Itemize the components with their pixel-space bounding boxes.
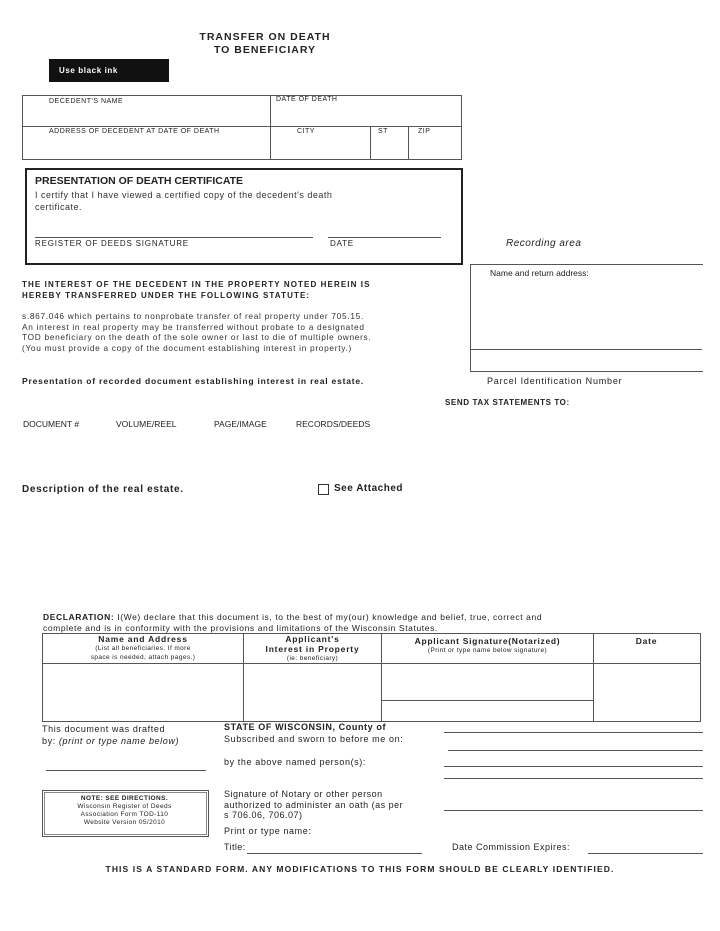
- return-address-field[interactable]: [476, 282, 700, 348]
- named-persons-field[interactable]: [444, 753, 702, 767]
- signature-print-divider: [381, 700, 593, 701]
- rod-signature-field[interactable]: [35, 221, 317, 238]
- named-persons-label: by the above named person(s):: [224, 757, 366, 767]
- real-estate-description-label: Description of the real estate.: [22, 484, 184, 495]
- zip-field[interactable]: [411, 139, 461, 158]
- note-box-line4: Website Version 05/2010: [83, 819, 166, 826]
- notary-signature-label: [224, 789, 403, 821]
- rod-signature-label: REGISTER OF DEEDS SIGNATURE: [35, 239, 189, 248]
- records-deeds-label: RECORDS/DEEDS: [296, 419, 371, 429]
- drafted-by-instruction: (print or type name below): [58, 736, 180, 746]
- declaration-text-line2: complete and is in conformity with the provisions and limitations of the Wisconsin Statutes.: [43, 622, 438, 633]
- notary-print-name-field[interactable]: [330, 824, 702, 839]
- return-address-divider: [470, 349, 702, 350]
- sworn-date-field[interactable]: [448, 736, 702, 751]
- beneficiary-name-address-field[interactable]: [46, 666, 244, 720]
- col-signature-header: [382, 636, 593, 656]
- decedent-name-field[interactable]: [26, 108, 270, 126]
- declaration-text: [43, 612, 683, 633]
- city-label: CITY: [297, 128, 315, 135]
- recording-area-label: Recording area: [506, 238, 582, 249]
- form-title: [180, 31, 350, 57]
- statute-text: [22, 311, 371, 353]
- parcel-number-label: Parcel Identification Number: [487, 376, 623, 386]
- decedent-address-field[interactable]: [26, 139, 270, 158]
- note-box-line2: Wisconsin Register of Deeds: [77, 803, 172, 810]
- date-of-death-field[interactable]: [274, 106, 460, 126]
- drafted-by-line1: This document was drafted: [42, 724, 166, 734]
- notary-signature-line3: s 706.06, 706.07): [224, 810, 303, 820]
- col-interest-sub1: (ie: beneficiary): [286, 655, 339, 662]
- commission-expires-label: Date Commission Expires:: [452, 842, 571, 852]
- declaration-text-line1: I(We) declare that this document is, to the best of my(our) knowledge and belief, true, correct and: [114, 612, 543, 622]
- col-name-address-sub2: space is needed, attach pages.): [90, 654, 196, 661]
- declaration-table-col-divider: [593, 633, 594, 721]
- return-address-label: Name and return address:: [490, 268, 589, 278]
- notary-print-name-label: Print or type name:: [224, 826, 312, 836]
- statute-heading: [22, 279, 371, 301]
- tax-statement-address-field[interactable]: [445, 412, 699, 476]
- statute-text-line: TOD beneficiary on the death of the sole owner or last to die of multiple owners.: [22, 332, 372, 342]
- named-persons-line2: [444, 778, 703, 779]
- document-number-label: DOCUMENT #: [23, 419, 80, 429]
- statute-text-line: (You must provide a copy of the document establishing interest in property.): [22, 342, 352, 353]
- form-title-line2: TO BENEFICIARY: [213, 44, 317, 56]
- county-field[interactable]: [444, 718, 702, 733]
- document-number-field[interactable]: [23, 432, 112, 450]
- city-field[interactable]: [274, 139, 370, 158]
- parcel-number-field[interactable]: [476, 352, 700, 370]
- note-box-line1: NOTE: SEE DIRECTIONS.: [80, 795, 169, 802]
- standard-form-notice: THIS IS A STANDARD FORM. ANY MODIFICATIONS TO THIS FORM SHOULD BE CLEARLY IDENTIFIED.: [105, 864, 615, 874]
- note-box-text: [44, 795, 205, 827]
- decedent-table-divider: [22, 126, 461, 127]
- notary-signature-line1: Signature of Notary or other person: [224, 789, 383, 799]
- note-box-line3: Association Form TOD-110: [80, 811, 169, 818]
- commission-expires-field[interactable]: [589, 840, 702, 854]
- see-attached-checkbox[interactable]: [318, 484, 329, 495]
- death-certificate-text: [35, 189, 332, 213]
- records-deeds-field[interactable]: [296, 432, 390, 450]
- decedent-table-vdivider: [270, 95, 271, 159]
- decedent-address-label: ADDRESS OF DECEDENT AT DATE OF DEATH: [49, 128, 220, 135]
- statute-text-line: s.867.046 which pertains to nonprobate transfer of real property under 705.15.: [22, 311, 364, 321]
- col-interest-title: Applicant's: [285, 634, 340, 644]
- death-certificate-text-line2: certificate.: [35, 202, 83, 212]
- col-name-address-header: [43, 635, 243, 662]
- page-image-label: PAGE/IMAGE: [214, 419, 267, 429]
- rod-date-field[interactable]: [328, 221, 445, 238]
- col-signature-sub1: (Print or type name below signature): [427, 647, 548, 654]
- volume-reel-label: VOLUME/REEL: [116, 419, 177, 429]
- form-title-line1: TRANSFER ON DEATH: [199, 31, 331, 43]
- zip-label: ZIP: [418, 128, 431, 135]
- send-tax-label: SEND TAX STATEMENTS TO:: [445, 398, 570, 407]
- death-certificate-text-line1: I certify that I have viewed a certified copy of the decedent's death: [35, 190, 333, 200]
- notary-title-field[interactable]: [248, 840, 424, 854]
- notary-title-label: Title:: [224, 842, 246, 852]
- statute-text-line: An interest in real property may be transferred without probate to a designated: [22, 321, 365, 332]
- rod-date-label: DATE: [330, 239, 354, 248]
- date-of-death-label: DATE OF DEATH: [276, 96, 338, 103]
- col-signature-title: Applicant Signature(Notarized): [414, 636, 561, 646]
- state-county-label: STATE OF WISCONSIN, County of: [224, 722, 387, 732]
- decedent-table-vdivider-city: [370, 126, 371, 159]
- interest-in-property-field[interactable]: [247, 666, 381, 720]
- declaration-date-field[interactable]: [597, 666, 699, 718]
- decedent-name-label: DECEDENT'S NAME: [49, 98, 124, 105]
- ink-note-box: [49, 59, 169, 82]
- applicant-signature-field[interactable]: [385, 666, 593, 699]
- ink-note-text: Use black ink: [59, 66, 118, 75]
- statute-heading-line2: HEREBY TRANSFERRED UNDER THE FOLLOWING STATUTE:: [22, 291, 311, 300]
- drafted-by-text: [42, 723, 179, 747]
- state-field[interactable]: [373, 139, 409, 158]
- recorded-document-label: Presentation of recorded document establishing interest in real estate.: [22, 376, 365, 386]
- col-name-address-title: Name and Address: [98, 634, 188, 644]
- col-interest-title2: Interest in Property: [265, 643, 360, 654]
- statute-heading-line1: THE INTEREST OF THE DECEDENT IN THE PROPERTY NOTED HEREIN IS: [22, 280, 371, 289]
- col-date-title: Date: [635, 636, 658, 646]
- subscribed-sworn-label: Subscribed and sworn to before me on:: [224, 734, 404, 744]
- col-name-address-sub1: (List all beneficiaries. If more: [95, 645, 191, 652]
- real-estate-description-field[interactable]: [22, 500, 696, 604]
- drafted-by-field[interactable]: [46, 753, 210, 771]
- volume-reel-field[interactable]: [116, 432, 210, 450]
- page-image-field[interactable]: [214, 432, 294, 450]
- notary-signature-line2: authorized to administer an oath (as per: [224, 799, 404, 810]
- drafted-by-prefix: by:: [42, 736, 59, 746]
- col-interest-header: [244, 635, 381, 664]
- notary-signature-field[interactable]: [444, 794, 702, 811]
- state-label: ST: [378, 128, 388, 135]
- see-attached-label: See Attached: [334, 483, 403, 494]
- declaration-heading: DECLARATION:: [43, 612, 115, 622]
- death-certificate-heading: PRESENTATION OF DEATH CERTIFICATE: [35, 175, 244, 187]
